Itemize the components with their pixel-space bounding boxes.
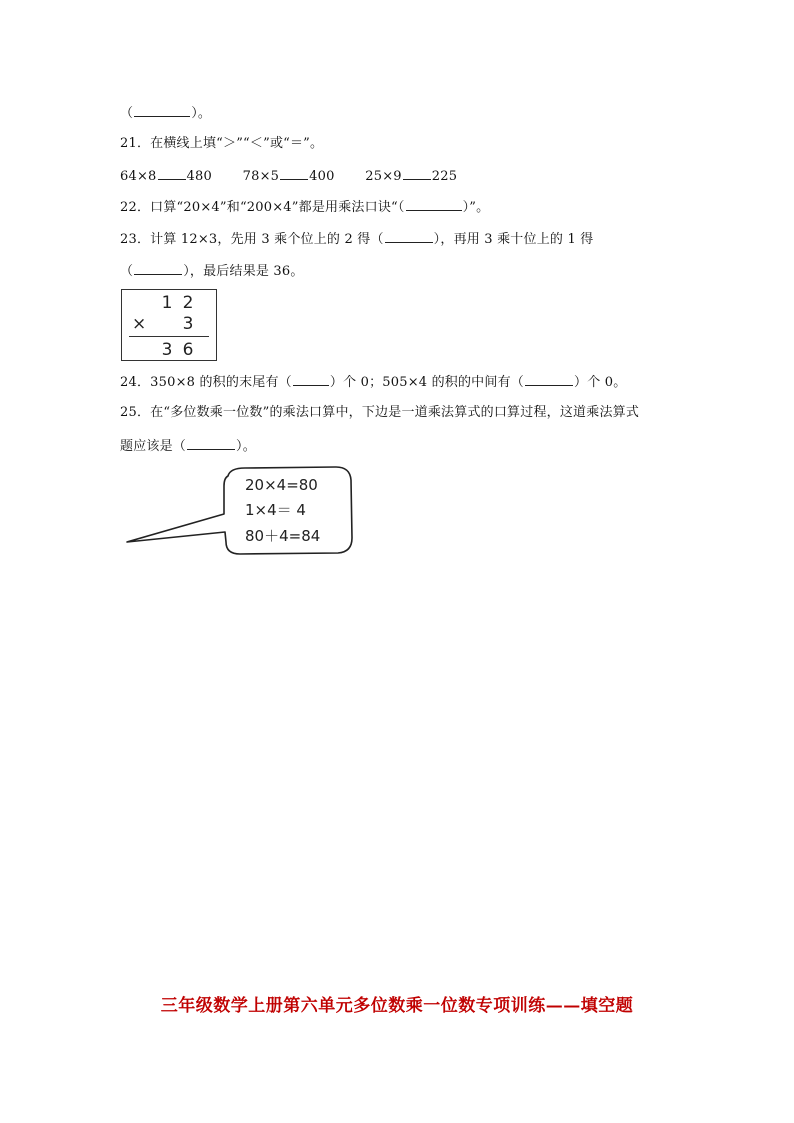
q24-number: 24． — [120, 375, 151, 390]
q21-item-1-left: 64×8 — [120, 169, 157, 184]
q24-answer-blank-1[interactable] — [293, 373, 329, 386]
q23-question-line1 — [120, 230, 593, 248]
q23-number: 23． — [120, 232, 151, 247]
q23-question-line2 — [120, 262, 304, 280]
q25-answer-blank[interactable] — [187, 437, 235, 450]
q21-item-2-blank[interactable] — [280, 167, 308, 180]
vertical-result-digit-1: 3 — [161, 340, 173, 360]
q20-close-paren: ）。 — [191, 106, 212, 121]
q21-text: 在横线上填“＞”“＜”或“＝”。 — [150, 136, 324, 151]
bubble-line-3: 80＋4=84 — [245, 527, 321, 545]
q25-line2-b: ）。 — [236, 439, 256, 454]
multiply-sign: × — [132, 314, 147, 334]
q22-text-b: ）”。 — [462, 200, 490, 215]
q23-line1-b: ），再用 3 乘十位上的 1 得 — [433, 232, 594, 247]
q21-item-1-blank[interactable] — [158, 167, 186, 180]
q25-line2-a: 题应该是（ — [120, 439, 187, 454]
bubble-line-1: 20×4=80 — [245, 476, 318, 494]
page-title: 三年级数学上册第六单元多位数乘一位数专项训练——填空题 — [160, 996, 634, 1016]
q23-line2-b: ），最后结果是 36。 — [183, 264, 304, 279]
vertical-top-digit-1: 1 — [161, 293, 173, 313]
q23-answer-blank-1[interactable] — [385, 230, 433, 243]
q24-text-b: ）个 0；505×4 的积的中间有（ — [329, 375, 524, 390]
q21-item-3-right: 225 — [431, 169, 458, 184]
vertical-multiplier: 3 — [182, 314, 194, 334]
q24-answer-blank-2[interactable] — [525, 373, 573, 386]
q25-question-line2 — [120, 437, 256, 455]
vertical-top-digit-2: 2 — [182, 293, 194, 313]
q25-speech-bubble — [120, 462, 360, 562]
q21-item-2-left: 78×5 — [242, 169, 280, 184]
q21-item-1-right: 480 — [186, 169, 212, 184]
vertical-rule — [129, 336, 209, 337]
q24-text-a: 350×8 的积的末尾有（ — [150, 375, 292, 390]
q23-line2-a: （ — [120, 264, 134, 279]
q21-item-2-right: 400 — [309, 169, 335, 184]
q21-item-3-left: 25×9 — [365, 169, 402, 184]
q23-answer-blank-2[interactable] — [134, 262, 182, 275]
q21-number: 21． — [120, 136, 151, 151]
vertical-result-digit-2: 6 — [182, 340, 194, 360]
q25-number: 25． — [120, 405, 151, 420]
q20-answer-line — [120, 104, 211, 122]
q20-open-paren: （ — [120, 106, 134, 121]
q25-question-line1 — [120, 405, 639, 421]
q23-line1-a: 计算 12×3，先用 3 乘个位上的 2 得（ — [150, 232, 384, 247]
q21-item-3-blank[interactable] — [403, 167, 431, 180]
q23-vertical-multiplication — [121, 289, 217, 361]
q20-answer-blank[interactable] — [134, 104, 190, 117]
q21-question — [120, 136, 323, 152]
q24-question — [120, 373, 626, 391]
q22-text-a: 口算“20×4”和“200×4”都是用乘法口诀“（ — [150, 200, 405, 215]
bubble-line-2: 1×4＝ 4 — [245, 501, 306, 519]
q22-number: 22． — [120, 200, 151, 215]
q22-question — [120, 198, 489, 216]
q25-line1: 在“多位数乘一位数”的乘法口算中，下边是一道乘法算式的口算过程，这道乘法算式 — [150, 405, 640, 420]
q22-answer-blank[interactable] — [406, 198, 462, 211]
q24-text-c: ）个 0。 — [574, 375, 627, 390]
q21-comparisons — [120, 167, 457, 185]
